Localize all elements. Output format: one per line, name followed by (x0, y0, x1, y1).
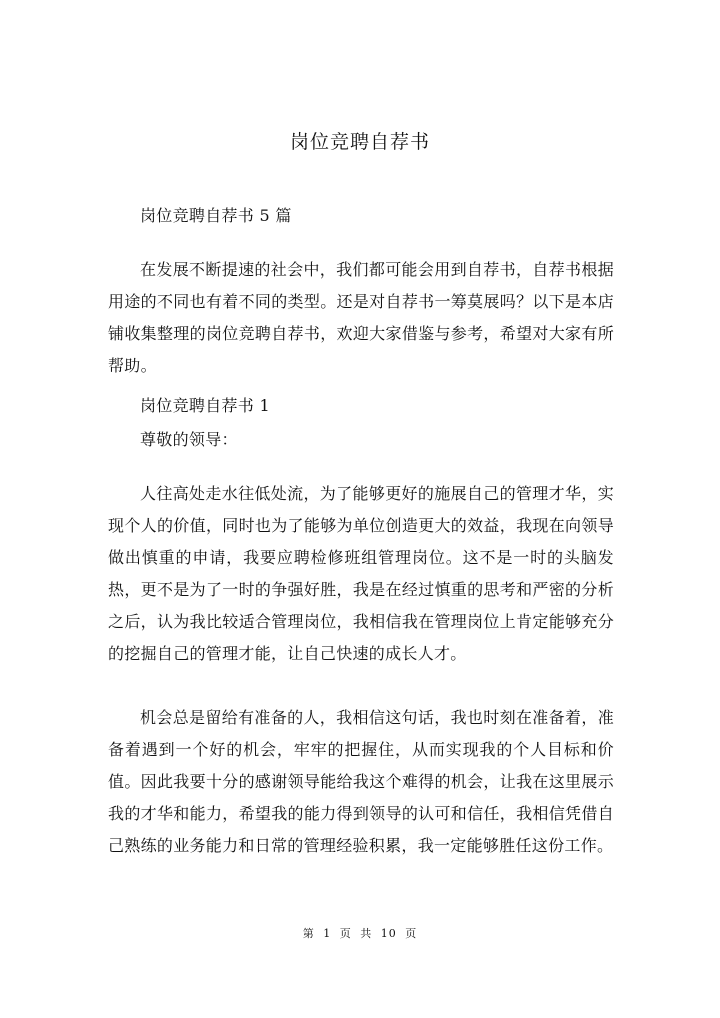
document-title: 岗位竞聘自荐书 (289, 131, 430, 153)
body-paragraph: 机会总是留给有准备的人，我相信这句话，我也时刻在准备着，准备着遇到一个好的机会，牢牢的把握住，从而实现我的个人目标和价值。因此我要十分的感谢领导能给我这个难得的机会，让我在这里展示我的才华和能力，希望我的能力得到领导的认可和信任，我相信凭借自己熟练的业务能力和日常的管理经验积累，我一定能够胜任这份工作。 (108, 708, 614, 855)
document-subtitle: 岗位竞聘自荐书 5 篇 (140, 206, 292, 225)
body-paragraph: 人往高处走水往低处流，为了能够更好的施展自己的管理才华，实现个人的价值，同时也为了能够为单位创造更大的效益，我现在向领导做出慎重的申请，我要应聘检修班组管理岗位。这不是一时的头脑发热，更不是为了一时的争强好胜，我是在经过慎重的思考和严密的分析之后，认为我比较适合管理岗位，我相信我在管理岗位上肯定能够充分的挖掘自己的管理才能，让自己快速的成长人才。 (108, 484, 614, 663)
letter-heading: 岗位竞聘自荐书 1 (140, 396, 270, 415)
page-number-footer: 第 1 页 共 10 页 (302, 927, 418, 940)
intro-paragraph: 在发展不断提速的社会中，我们都可能会用到自荐书，自荐书根据用途的不同也有着不同的类型。还是对自荐书一筹莫展吗？以下是本店铺收集整理的岗位竞聘自荐书，欢迎大家借鉴与参考，希望对大家有所帮助。 (108, 260, 614, 375)
letter-greeting: 尊敬的领导： (140, 430, 238, 449)
